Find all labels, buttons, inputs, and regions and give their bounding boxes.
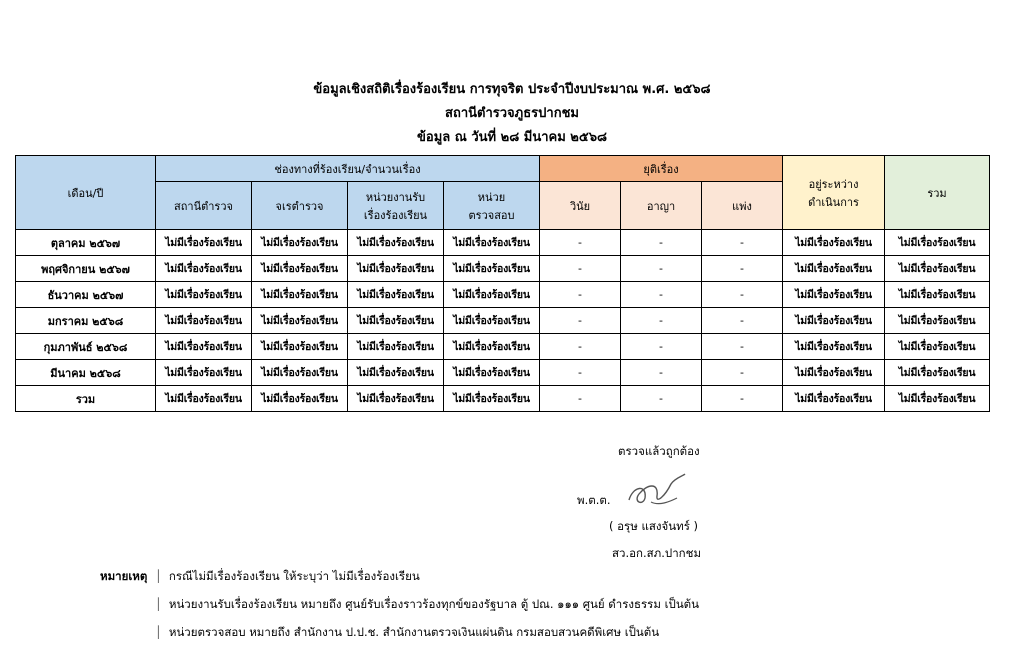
closed-value: -	[540, 282, 621, 308]
closed-value: -	[702, 360, 783, 386]
row-month: พฤศจิกายน ๒๕๖๗	[16, 256, 156, 282]
channel-value: ไม่มีเรื่องร้องเรียน	[156, 230, 252, 256]
document-title: ข้อมูลเชิงสถิติเรื่องร้องเรียน การทุจริต ประจำปีงบประมาณ พ.ศ. ๒๕๖๘	[313, 82, 711, 97]
channel-value: ไม่มีเรื่องร้องเรียน	[252, 334, 348, 360]
channel-value: ไม่มีเรื่องร้องเรียน	[348, 386, 444, 412]
remarks-label: หมายเหตุ	[100, 569, 148, 583]
as-of-date: ข้อมูล ณ วันที่ ๒๘ มีนาคม ๒๕๖๘	[417, 130, 607, 145]
closed-value: -	[540, 308, 621, 334]
channel-value: ไม่มีเรื่องร้องเรียน	[444, 282, 540, 308]
total-value: ไม่มีเรื่องร้องเรียน	[885, 360, 990, 386]
pending-value: ไม่มีเรื่องร้องเรียน	[783, 282, 885, 308]
pending-header: อยู่ระหว่าง ดำเนินการ	[783, 156, 885, 230]
document-heading	[0, 78, 1024, 150]
closed-value: -	[540, 386, 621, 412]
channel-value: ไม่มีเรื่องร้องเรียน	[156, 282, 252, 308]
channel-value: ไม่มีเรื่องร้องเรียน	[252, 230, 348, 256]
total-value: ไม่มีเรื่องร้องเรียน	[885, 256, 990, 282]
remark-2: ▏ หน่วยงานรับเรื่องร้องเรียน หมายถึง ศูนย์รับเรื่องราวร้องทุกข์ของรัฐบาล ตู้ ปณ. ๑๑๑ ศูนย์ ดำรงธรรม เป็นต้น	[158, 596, 699, 614]
channel-value: ไม่มีเรื่องร้องเรียน	[348, 360, 444, 386]
channel-value: ไม่มีเรื่องร้องเรียน	[252, 282, 348, 308]
channels-header: ช่องทางที่ร้องเรียน/จำนวนเรื่อง	[156, 156, 540, 182]
channel-value: ไม่มีเรื่องร้องเรียน	[252, 308, 348, 334]
pending-value: ไม่มีเรื่องร้องเรียน	[783, 256, 885, 282]
closed-value: -	[621, 360, 702, 386]
closed-value: -	[540, 230, 621, 256]
closed-value: -	[621, 386, 702, 412]
channel-value: ไม่มีเรื่องร้องเรียน	[156, 256, 252, 282]
total-value: ไม่มีเรื่องร้องเรียน	[885, 308, 990, 334]
table-row	[16, 334, 990, 360]
closed-value: -	[702, 230, 783, 256]
row-month: กุมภาพันธ์ ๒๕๖๘	[16, 334, 156, 360]
station-name: สถานีตำรวจภูธรปากชม	[445, 106, 579, 121]
channel-value: ไม่มีเรื่องร้องเรียน	[444, 256, 540, 282]
channel-value: ไม่มีเรื่องร้องเรียน	[444, 334, 540, 360]
channel-value: ไม่มีเรื่องร้องเรียน	[444, 230, 540, 256]
table-row	[16, 230, 990, 256]
channel-value: ไม่มีเรื่องร้องเรียน	[156, 386, 252, 412]
remark-1: ▏ กรณีไม่มีเรื่องร้องเรียน ให้ระบุว่า ไม่มีเรื่องร้องเรียน	[158, 568, 420, 586]
channel-value: ไม่มีเรื่องร้องเรียน	[444, 308, 540, 334]
row-month: มีนาคม ๒๕๖๘	[16, 360, 156, 386]
total-header: รวม	[885, 156, 990, 230]
total-value: ไม่มีเรื่องร้องเรียน	[885, 282, 990, 308]
channel-complaint-agency-header: หน่วยงานรับ เรื่องร้องเรียน	[348, 182, 444, 230]
closed-header: ยุติเรื่อง	[540, 156, 783, 182]
table-row	[16, 256, 990, 282]
channel-value: ไม่มีเรื่องร้องเรียน	[156, 308, 252, 334]
channel-value: ไม่มีเรื่องร้องเรียน	[444, 360, 540, 386]
closed-value: -	[621, 230, 702, 256]
table-row	[16, 360, 990, 386]
channel-value: ไม่มีเรื่องร้องเรียน	[252, 360, 348, 386]
closed-value: -	[702, 334, 783, 360]
remark-3: ▏ หน่วยตรวจสอบ หมายถึง สำนักงาน ป.ป.ช. สำนักงานตรวจเงินแผ่นดิน กรมสอบสวนคดีพิเศษ เป็นต้น	[158, 624, 659, 642]
signer-rank: พ.ต.ต.	[577, 493, 611, 507]
verified-text: ตรวจแล้วถูกต้อง	[618, 444, 700, 458]
closed-value: -	[540, 360, 621, 386]
closed-value: -	[621, 308, 702, 334]
pending-value: ไม่มีเรื่องร้องเรียน	[783, 230, 885, 256]
table-row	[16, 282, 990, 308]
channel-value: ไม่มีเรื่องร้องเรียน	[348, 230, 444, 256]
total-value: ไม่มีเรื่องร้องเรียน	[885, 334, 990, 360]
row-month: มกราคม ๒๕๖๘	[16, 308, 156, 334]
row-month: ธันวาคม ๒๕๖๗	[16, 282, 156, 308]
closed-value: -	[540, 334, 621, 360]
channel-police-inspector-header: จเรตำรวจ	[252, 182, 348, 230]
channel-value: ไม่มีเรื่องร้องเรียน	[348, 308, 444, 334]
table-row	[16, 308, 990, 334]
pending-value: ไม่มีเรื่องร้องเรียน	[783, 360, 885, 386]
signer-position: สว.อก.สภ.ปากชม	[612, 546, 702, 560]
pending-value: ไม่มีเรื่องร้องเรียน	[783, 386, 885, 412]
closed-criminal-header: อาญา	[621, 182, 702, 230]
closed-civil-header: แพ่ง	[702, 182, 783, 230]
channel-value: ไม่มีเรื่องร้องเรียน	[156, 334, 252, 360]
table-row	[16, 386, 990, 412]
channel-audit-agency-header: หน่วย ตรวจสอบ	[444, 182, 540, 230]
closed-value: -	[702, 308, 783, 334]
channel-value: ไม่มีเรื่องร้องเรียน	[348, 334, 444, 360]
closed-value: -	[702, 386, 783, 412]
closed-value: -	[621, 282, 702, 308]
row-month: ตุลาคม ๒๕๖๗	[16, 230, 156, 256]
total-value: ไม่มีเรื่องร้องเรียน	[885, 386, 990, 412]
closed-value: -	[702, 256, 783, 282]
month-header: เดือน/ปี	[16, 156, 156, 230]
channel-value: ไม่มีเรื่องร้องเรียน	[348, 282, 444, 308]
channel-value: ไม่มีเรื่องร้องเรียน	[156, 360, 252, 386]
channel-value: ไม่มีเรื่องร้องเรียน	[252, 256, 348, 282]
row-month: รวม	[16, 386, 156, 412]
channel-police-station-header: สถานีตำรวจ	[156, 182, 252, 230]
pending-value: ไม่มีเรื่องร้องเรียน	[783, 334, 885, 360]
channel-value: ไม่มีเรื่องร้องเรียน	[444, 386, 540, 412]
signer-name: ( อรุษ แสงจันทร์ )	[609, 519, 699, 533]
closed-value: -	[702, 282, 783, 308]
closed-value: -	[540, 256, 621, 282]
complaint-statistics-table	[15, 155, 990, 412]
closed-value: -	[621, 334, 702, 360]
signature-mark	[625, 472, 687, 510]
channel-value: ไม่มีเรื่องร้องเรียน	[252, 386, 348, 412]
pending-value: ไม่มีเรื่องร้องเรียน	[783, 308, 885, 334]
closed-discipline-header: วินัย	[540, 182, 621, 230]
total-value: ไม่มีเรื่องร้องเรียน	[885, 230, 990, 256]
channel-value: ไม่มีเรื่องร้องเรียน	[348, 256, 444, 282]
closed-value: -	[621, 256, 702, 282]
